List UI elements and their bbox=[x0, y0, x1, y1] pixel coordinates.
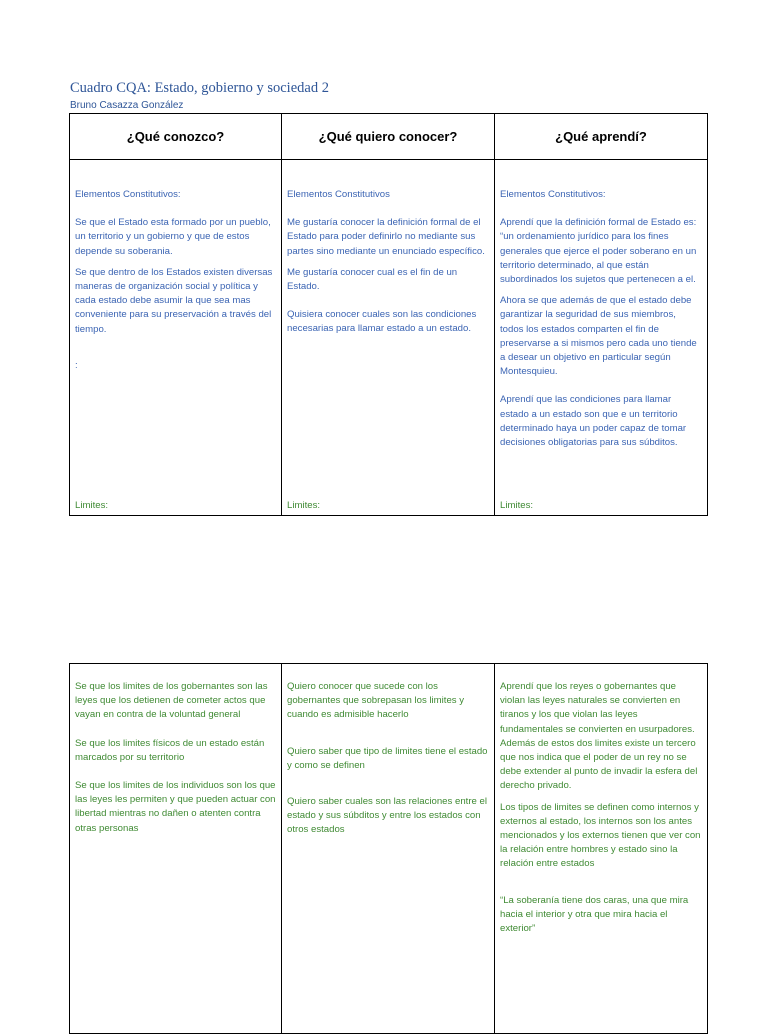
cell-paragraph: Se que los limites de los individuos son los que las leyes les permiten y que pueden actuar con libertad mientras no dañen o atenten contra otras personas bbox=[75, 780, 276, 834]
cell-aprendi-elementos bbox=[495, 160, 708, 516]
cell-heading: Elementos Constitutivos: bbox=[75, 189, 181, 200]
limites-row bbox=[70, 664, 708, 1034]
cell-paragraph: Aprendí que las condiciones para llamar estado a un estado son que e un territorio determinado haya un poder capaz de tomar decisiones obligatorias para sus súbditos. bbox=[500, 394, 687, 449]
cell-colon: : bbox=[75, 359, 78, 371]
cell-conozco-limites bbox=[70, 664, 282, 1034]
limites-label: Limites: bbox=[500, 500, 534, 511]
cqa-table-elements bbox=[69, 113, 708, 516]
header-que-conozco: ¿Qué conozco? bbox=[70, 114, 282, 160]
cell-paragraph: Aprendí que la definición formal de Estado es: “un ordenamiento jurídico para los fines generales que ejerce el poder soberano en un territorio determinado, al que están subordinados los sujetos que pertenecen a el. bbox=[500, 217, 697, 286]
cell-heading: Elementos Constitutivos: bbox=[500, 189, 606, 200]
cell-heading: Elementos Constitutivos bbox=[287, 189, 390, 200]
cell-paragraph: Quiero conocer que sucede con los gobernantes que sobrepasan los limites y cuando es admisible hacerlo bbox=[287, 681, 465, 721]
cell-paragraph: Quiero saber cuales son las relaciones entre el estado y sus súbditos y entre los estados con otros estados bbox=[287, 796, 487, 836]
cell-quiero-elementos bbox=[282, 160, 495, 516]
cell-paragraph: Me gustaría conocer cual es el fin de un Estado. bbox=[287, 266, 458, 293]
document-author: Bruno Casazza González bbox=[70, 100, 184, 111]
header-que-aprendi: ¿Qué aprendí? bbox=[495, 114, 708, 160]
cell-paragraph: Ahora se que además de que el estado debe garantizar la seguridad de sus miembros, todos los estados comparten el fin de preservarse a si mismos pero cada uno tiende a desear un objetivo en particular según Montesquieu. bbox=[500, 295, 697, 378]
limites-label: Limites: bbox=[287, 500, 321, 511]
header-row bbox=[70, 114, 708, 160]
cell-paragraph: Me gustaría conocer la definición formal de el Estado para poder definirlo no mediante sus partes sino mediante un enunciado específico. bbox=[287, 217, 485, 257]
cell-paragraph: Quisiera conocer cuales son las condiciones necesarias para llamar estado a un estado. bbox=[287, 309, 477, 335]
cqa-table-limites bbox=[69, 663, 708, 1034]
document-title: Cuadro CQA: Estado, gobierno y sociedad 2 bbox=[70, 80, 329, 96]
cell-paragraph: Se que dentro de los Estados existen diversas maneras de organización social y política y cada estado debe asumir la que sea mas conveniente para su preservación a través del tiempo. bbox=[75, 266, 273, 335]
cell-paragraph: Aprendí que los reyes o gobernantes que violan las leyes naturales se convierten en tiranos y los que violan las leyes fundamentales se convierten en usurpadores. Además de estos dos limites existe un tercero que nos indica que el poder de un rey no se debe extender al punto de invadir la esfera del derecho privado. bbox=[500, 681, 698, 792]
elements-row bbox=[70, 160, 708, 516]
cell-conozco-elementos bbox=[70, 160, 282, 516]
cell-paragraph: Se que los limites físicos de un estado están marcados por su territorio bbox=[75, 737, 265, 763]
cell-paragraph: Los tipos de limites se definen como internos y externos al estado, los internos son los antes mencionados y los externos tienen que ver con la relación entre hombres y estado sino la relación entre estados bbox=[500, 801, 701, 870]
cell-paragraph: “La soberanía tiene dos caras, una que mira hacia el interior y otra que mira hacia el exterior” bbox=[500, 894, 689, 935]
cell-paragraph: Se que el Estado esta formado por un pueblo, un territorio y un gobierno y que de estos depende su soberania. bbox=[75, 217, 271, 257]
limites-label: Limites: bbox=[75, 500, 109, 511]
header-que-quiero-conocer: ¿Qué quiero conocer? bbox=[282, 114, 495, 160]
cell-paragraph: Se que los limites de los gobernantes son las leyes que los detienen de cometer actos que vayan en contra de la voluntad general bbox=[75, 681, 268, 721]
cell-aprendi-limites bbox=[495, 664, 708, 1034]
cell-quiero-limites bbox=[282, 664, 495, 1034]
cell-paragraph: Quiero saber que tipo de limites tiene el estado y como se definen bbox=[287, 745, 488, 771]
